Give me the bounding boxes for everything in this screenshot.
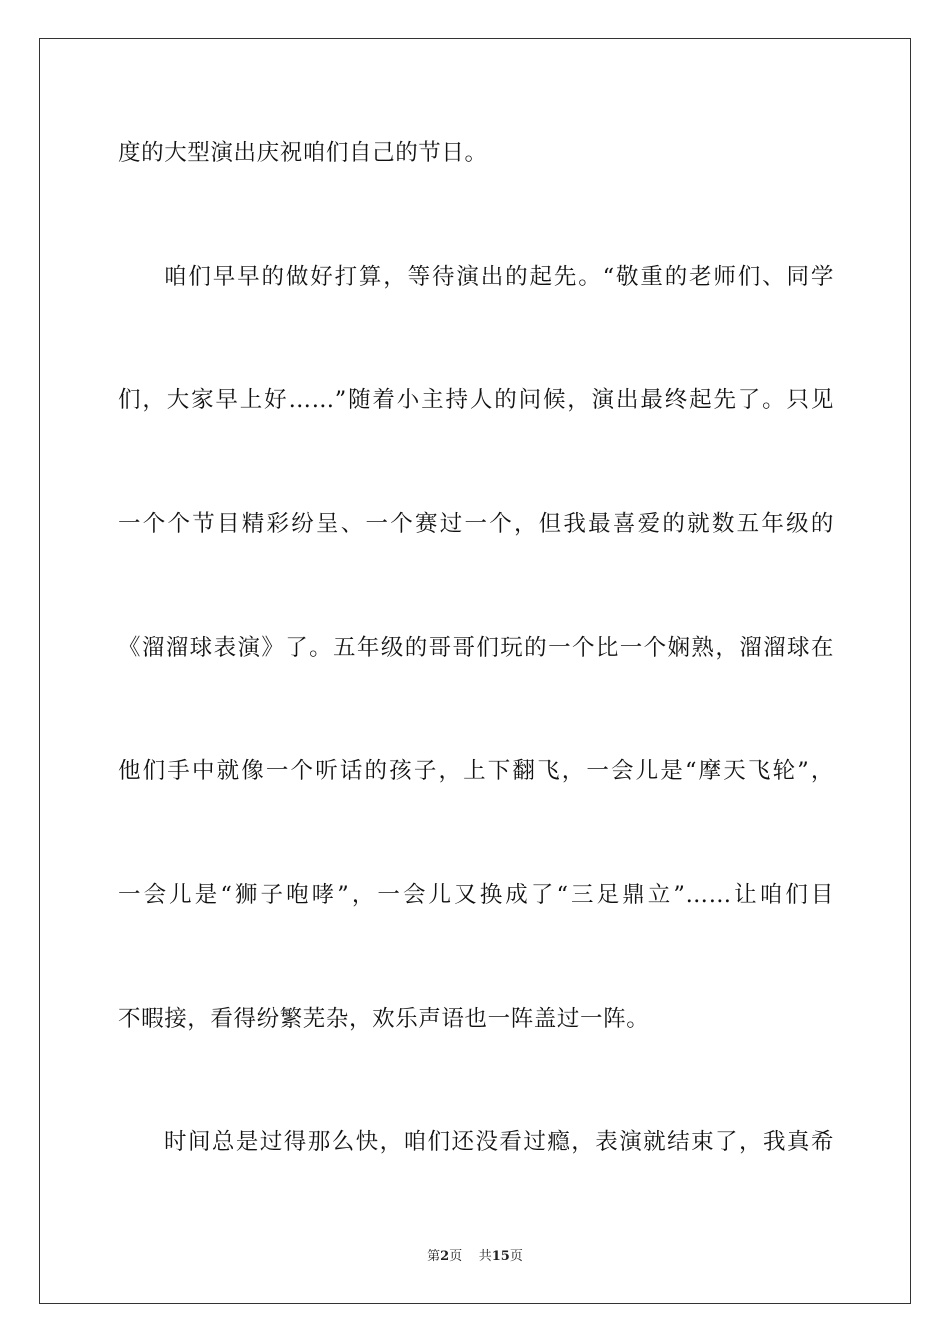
text-line-6: 他们手中就像一个听话的孩子，上下翻飞，一会儿是“摩天飞轮”， [118, 758, 834, 784]
page-footer [0, 1248, 950, 1266]
footer-page-current: 2 [440, 1249, 450, 1264]
text-line-1: 度的大型演出庆祝咱们自己的节日。 [118, 140, 488, 166]
text-line-3: 们，大家早上好……”随着小主持人的问候，演出最终起先了。只见 [118, 387, 834, 413]
text-line-9: 时间总是过得那么快，咱们还没看过瘾，表演就结束了，我真希 [164, 1129, 834, 1155]
footer-total-prefix: 共 [478, 1249, 492, 1264]
text-line-4: 一个个节目精彩纷呈、一个赛过一个，但我最喜爱的就数五年级的 [118, 511, 834, 537]
text-line-8: 不暇接，看得纷繁芜杂，欢乐声语也一阵盖过一阵。 [118, 1006, 650, 1032]
text-line-7: 一会儿是“狮子咆哮”，一会儿又换成了“三足鼎立”……让咱们目 [118, 882, 834, 908]
footer-total-suffix: 页 [509, 1249, 523, 1264]
text-line-5: 《溜溜球表演》了。五年级的哥哥们玩的一个比一个娴熟，溜溜球在 [118, 635, 834, 661]
footer-page-suffix: 页 [449, 1249, 463, 1264]
footer-page-total: 15 [491, 1249, 510, 1264]
text-line-2: 咱们早早的做好打算，等待演出的起先。“敬重的老师们、同学 [164, 264, 834, 290]
page-border [39, 38, 911, 1304]
footer-page-prefix: 第 [427, 1249, 441, 1264]
